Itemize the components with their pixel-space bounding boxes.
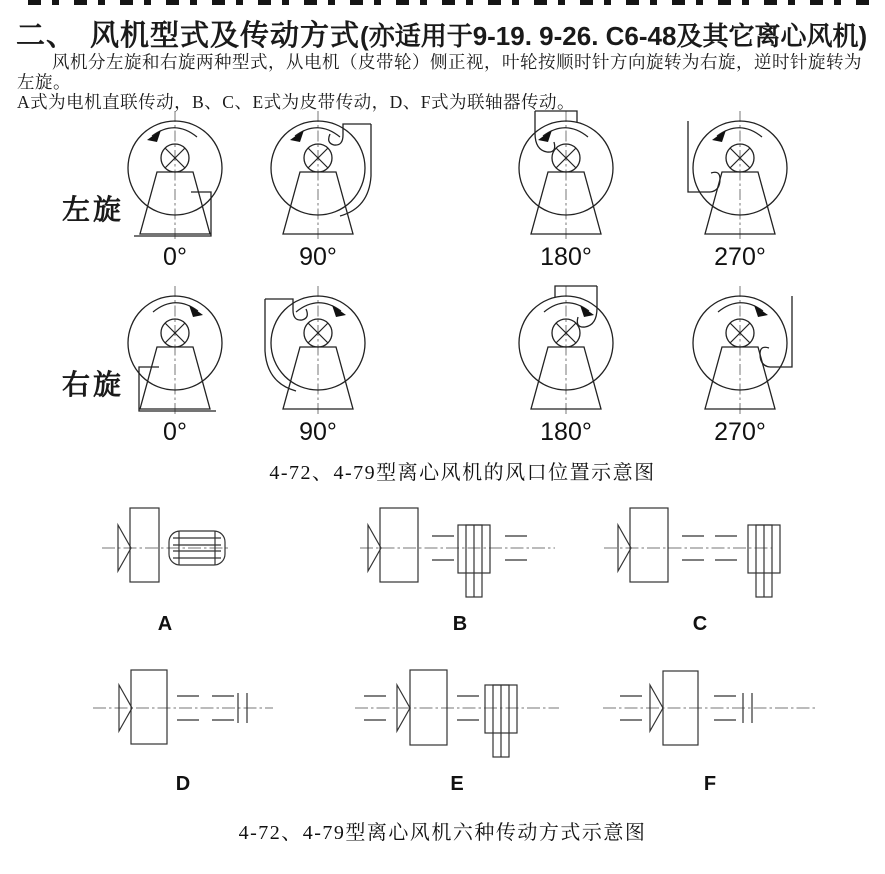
- intro-line-1: 风机分左旋和右旋两种型式，从电机（皮带轮）侧正视，叶轮按顺时针方向旋转为右旋，逆时针旋转为左旋。: [17, 52, 862, 92]
- drive-diagram-c: [600, 498, 800, 636]
- drive-label-b: B: [452, 613, 468, 635]
- title-main: 风机型式及传动方式: [90, 20, 361, 52]
- fan-scroll-icon: [100, 108, 250, 243]
- drive-drawing-icon: [600, 498, 800, 603]
- drive-label-d: D: [175, 773, 191, 795]
- fan-diagram-right-270: [665, 283, 815, 447]
- drive-figure-caption: 4-72、4-79型离心风机六种传动方式示意图: [238, 822, 647, 844]
- intro-line-2: A式为电机直联传动，B、C、E式为皮带传动，D、F式为联轴器传动。: [17, 92, 576, 112]
- drive-label-e: E: [450, 773, 464, 795]
- fan-diagram-right-90: [243, 283, 393, 447]
- fan-scroll-icon: [665, 283, 815, 418]
- title-note: (亦适用于9-19. 9-26. C6-48及其它离心风机): [360, 21, 868, 51]
- fan-diagram-left-180: [491, 108, 641, 272]
- angle-label: 270°: [714, 418, 766, 446]
- fan-diagram-left-0: [100, 108, 250, 272]
- fan-scroll-icon: [491, 283, 641, 418]
- rotation-row-label-left: 左旋: [62, 195, 125, 226]
- fan-diagram-left-90: [243, 108, 393, 272]
- drive-drawing-icon: [600, 658, 820, 763]
- drive-label-f: F: [703, 773, 717, 795]
- angle-label: 180°: [540, 418, 592, 446]
- fan-scroll-icon: [665, 108, 815, 243]
- fan-scroll-icon: [100, 283, 250, 418]
- angle-label: 90°: [299, 243, 337, 271]
- drive-drawing-icon: [90, 498, 240, 603]
- title-number: 二、: [16, 20, 77, 52]
- drive-diagram-e: [352, 658, 562, 796]
- fan-diagram-right-180: [491, 283, 641, 447]
- drive-drawing-icon: [355, 498, 565, 603]
- fan-scroll-icon: [243, 108, 393, 243]
- fan-diagram-left-270: [665, 108, 815, 272]
- fan-scroll-icon: [491, 108, 641, 243]
- drive-diagram-a: [90, 498, 240, 636]
- intro-paragraph: [17, 52, 879, 112]
- drive-diagram-f: [600, 658, 820, 796]
- page-title: [16, 13, 884, 54]
- drive-label-a: A: [157, 613, 173, 635]
- drive-diagram-b: [355, 498, 565, 636]
- angle-label: 180°: [540, 243, 592, 271]
- angle-label: 0°: [163, 418, 187, 446]
- angle-label: 90°: [299, 418, 337, 446]
- fan-diagram-right-0: [100, 283, 250, 447]
- drive-label-c: C: [692, 613, 708, 635]
- drive-diagram-d: [88, 658, 278, 796]
- orientation-figure-caption: 4-72、4-79型离心风机的风口位置示意图: [269, 462, 656, 484]
- angle-label: 270°: [714, 243, 766, 271]
- rotation-row-label-right: 右旋: [62, 370, 125, 401]
- clipped-text-fragment: [28, 0, 873, 5]
- drive-drawing-icon: [88, 658, 278, 763]
- drive-drawing-icon: [352, 658, 562, 763]
- angle-label: 0°: [163, 243, 187, 271]
- fan-scroll-icon: [243, 283, 393, 418]
